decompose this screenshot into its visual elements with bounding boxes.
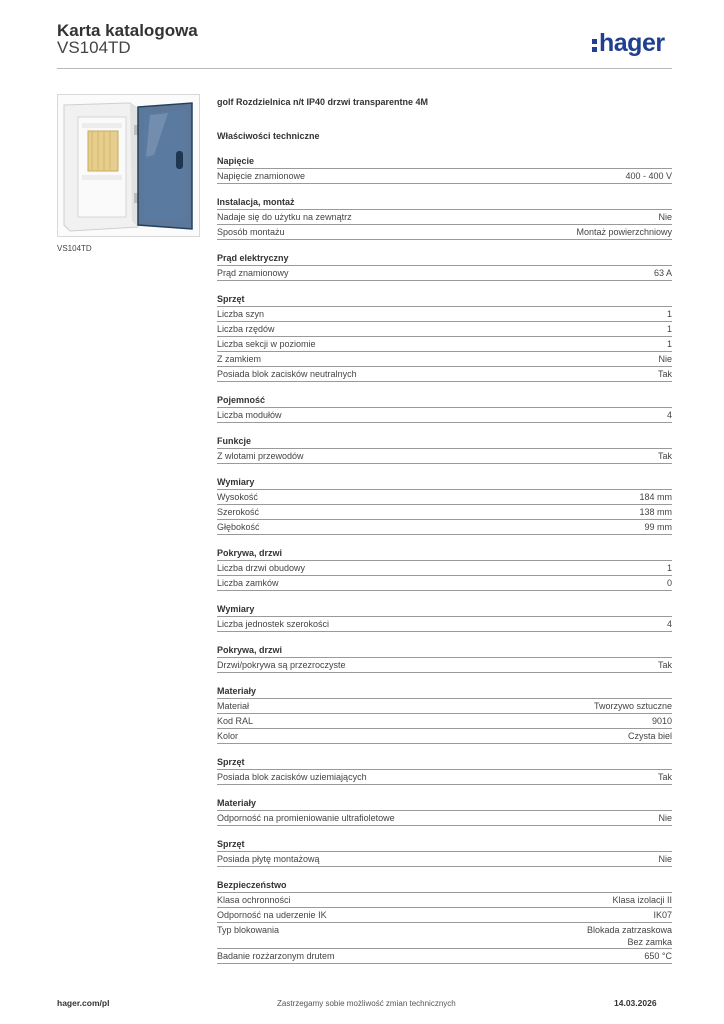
spec-label: Wysokość (217, 492, 258, 502)
product-image (57, 94, 200, 237)
spec-value: Nie (658, 854, 672, 864)
spec-group (217, 250, 672, 281)
spec-value: 1 (666, 324, 672, 334)
spec-label: Liczba modułów (217, 410, 282, 420)
image-caption: VS104TD (57, 244, 92, 253)
spec-label: Liczba sekcji w poziomie (217, 339, 316, 349)
spec-value: Tworzywo sztuczne (593, 701, 672, 711)
spec-value: 400 - 400 V (625, 171, 672, 181)
spec-label: Odporność na uderzenie IK (217, 910, 327, 920)
spec-group (217, 291, 672, 382)
spec-label: Napięcie znamionowe (217, 171, 306, 181)
spec-value: IK07 (653, 910, 672, 920)
spec-value: 1 (666, 309, 672, 319)
spec-group (217, 153, 672, 184)
spec-row (217, 449, 672, 464)
spec-value: Czysta biel (627, 731, 672, 741)
spec-label: Odporność na promieniowanie ultrafioletowe (217, 813, 395, 823)
spec-label: Badanie rozżarzonym drutem (217, 951, 335, 961)
logo-text: hager (599, 28, 665, 57)
spec-label: Liczba zamków (217, 578, 279, 588)
spec-label: Z wlotami przewodów (217, 451, 304, 461)
spec-value: 138 mm (639, 507, 672, 517)
spec-value: Klasa izolacji II (612, 895, 672, 905)
spec-label: Nadaje się do użytku na zewnątrz (217, 212, 352, 222)
spec-label: Liczba drzwi obudowy (217, 563, 306, 573)
spec-value: 184 mm (639, 492, 672, 502)
spec-group (217, 795, 672, 826)
spec-group-title: Materiały (217, 683, 672, 699)
footer-disclaimer: Zastrzegamy sobie możliwość zmian technicznych (277, 999, 456, 1008)
hager-logo[interactable] (592, 27, 665, 59)
spec-group-title: Funkcje (217, 433, 672, 449)
spec-value: 0 (666, 578, 672, 588)
spec-row (217, 505, 672, 520)
spec-table (217, 153, 672, 974)
spec-value: Blokada zatrzaskowa Bez zamka (586, 925, 672, 947)
spec-value: 63 A (653, 268, 672, 278)
spec-group-title: Instalacja, montaż (217, 194, 672, 210)
spec-row (217, 576, 672, 591)
spec-group (217, 392, 672, 423)
spec-group (217, 433, 672, 464)
spec-group-title: Sprzęt (217, 291, 672, 307)
product-code: VS104TD (57, 38, 131, 57)
spec-value: Tak (657, 451, 672, 461)
spec-group-title: Napięcie (217, 153, 672, 169)
spec-row (217, 337, 672, 352)
spec-row (217, 561, 672, 576)
spec-value: 4 (666, 619, 672, 629)
spec-value: Montaż powierzchniowy (576, 227, 672, 237)
spec-row (217, 352, 672, 367)
spec-row (217, 210, 672, 225)
spec-row (217, 949, 672, 964)
spec-row (217, 617, 672, 632)
logo-dots-icon (592, 39, 597, 52)
spec-row (217, 490, 672, 505)
spec-group-title: Bezpieczeństwo (217, 877, 672, 893)
spec-label: Kod RAL (217, 716, 254, 726)
spec-row (217, 729, 672, 744)
spec-group-title: Materiały (217, 795, 672, 811)
spec-group-title: Prąd elektryczny (217, 250, 672, 266)
spec-group-title: Sprzęt (217, 836, 672, 852)
spec-label: Drzwi/pokrywa są przezroczyste (217, 660, 346, 670)
spec-group-title: Pokrywa, drzwi (217, 545, 672, 561)
spec-label: Sposób montażu (217, 227, 285, 237)
section-title: Właściwości techniczne (217, 131, 320, 141)
spec-group (217, 642, 672, 673)
spec-group (217, 754, 672, 785)
spec-row (217, 307, 672, 322)
spec-label: Z zamkiem (217, 354, 262, 364)
spec-row (217, 169, 672, 184)
spec-value: Tak (657, 772, 672, 782)
distribution-box-illustration (58, 95, 199, 236)
spec-value: Tak (657, 369, 672, 379)
spec-row (217, 408, 672, 423)
spec-label: Posiada blok zacisków neutralnych (217, 369, 357, 379)
spec-label: Szerokość (217, 507, 260, 517)
spec-label: Liczba jednostek szerokości (217, 619, 330, 629)
spec-label: Posiada płytę montażową (217, 854, 320, 864)
spec-label: Liczba rzędów (217, 324, 275, 334)
page-title: Karta katalogowa (57, 21, 198, 40)
spec-label: Głębokość (217, 522, 260, 532)
spec-row (217, 811, 672, 826)
spec-group-title: Wymiary (217, 474, 672, 490)
spec-value: 1 (666, 563, 672, 573)
spec-value: 9010 (651, 716, 672, 726)
spec-group-title: Sprzęt (217, 754, 672, 770)
spec-row (217, 714, 672, 729)
spec-group (217, 683, 672, 744)
spec-label: Kolor (217, 731, 239, 741)
spec-group (217, 877, 672, 964)
spec-group (217, 601, 672, 632)
spec-row (217, 225, 672, 240)
spec-value: 99 mm (644, 522, 672, 532)
spec-group (217, 545, 672, 591)
spec-row (217, 266, 672, 281)
spec-label: Liczba szyn (217, 309, 265, 319)
spec-group-title: Pojemność (217, 392, 672, 408)
spec-label: Klasa ochronności (217, 895, 291, 905)
footer-date: 14.03.2026 (614, 998, 657, 1008)
footer-website-link[interactable]: hager.com/pl (57, 998, 110, 1008)
spec-group-title: Wymiary (217, 601, 672, 617)
spec-label: Posiada blok zacisków uziemiających (217, 772, 367, 782)
spec-value: Nie (658, 813, 672, 823)
spec-row (217, 852, 672, 867)
spec-row (217, 908, 672, 923)
spec-group-title: Pokrywa, drzwi (217, 642, 672, 658)
spec-value: Nie (658, 212, 672, 222)
spec-group (217, 194, 672, 240)
spec-value: 4 (666, 410, 672, 420)
spec-row (217, 893, 672, 908)
spec-value: 1 (666, 339, 672, 349)
spec-row (217, 367, 672, 382)
spec-label: Prąd znamionowy (217, 268, 289, 278)
spec-value: 650 °C (644, 951, 672, 961)
spec-row (217, 520, 672, 535)
spec-row (217, 322, 672, 337)
spec-label: Typ blokowania (217, 925, 280, 935)
product-name: golf Rozdzielnica n/t IP40 drzwi transparentne 4M (217, 97, 429, 107)
spec-row (217, 658, 672, 673)
header-divider (57, 68, 672, 69)
spec-group (217, 836, 672, 867)
spec-group (217, 474, 672, 535)
spec-value: Tak (657, 660, 672, 670)
spec-value: Nie (658, 354, 672, 364)
spec-row (217, 699, 672, 714)
spec-label: Materiał (217, 701, 250, 711)
spec-row (217, 923, 672, 949)
spec-row (217, 770, 672, 785)
